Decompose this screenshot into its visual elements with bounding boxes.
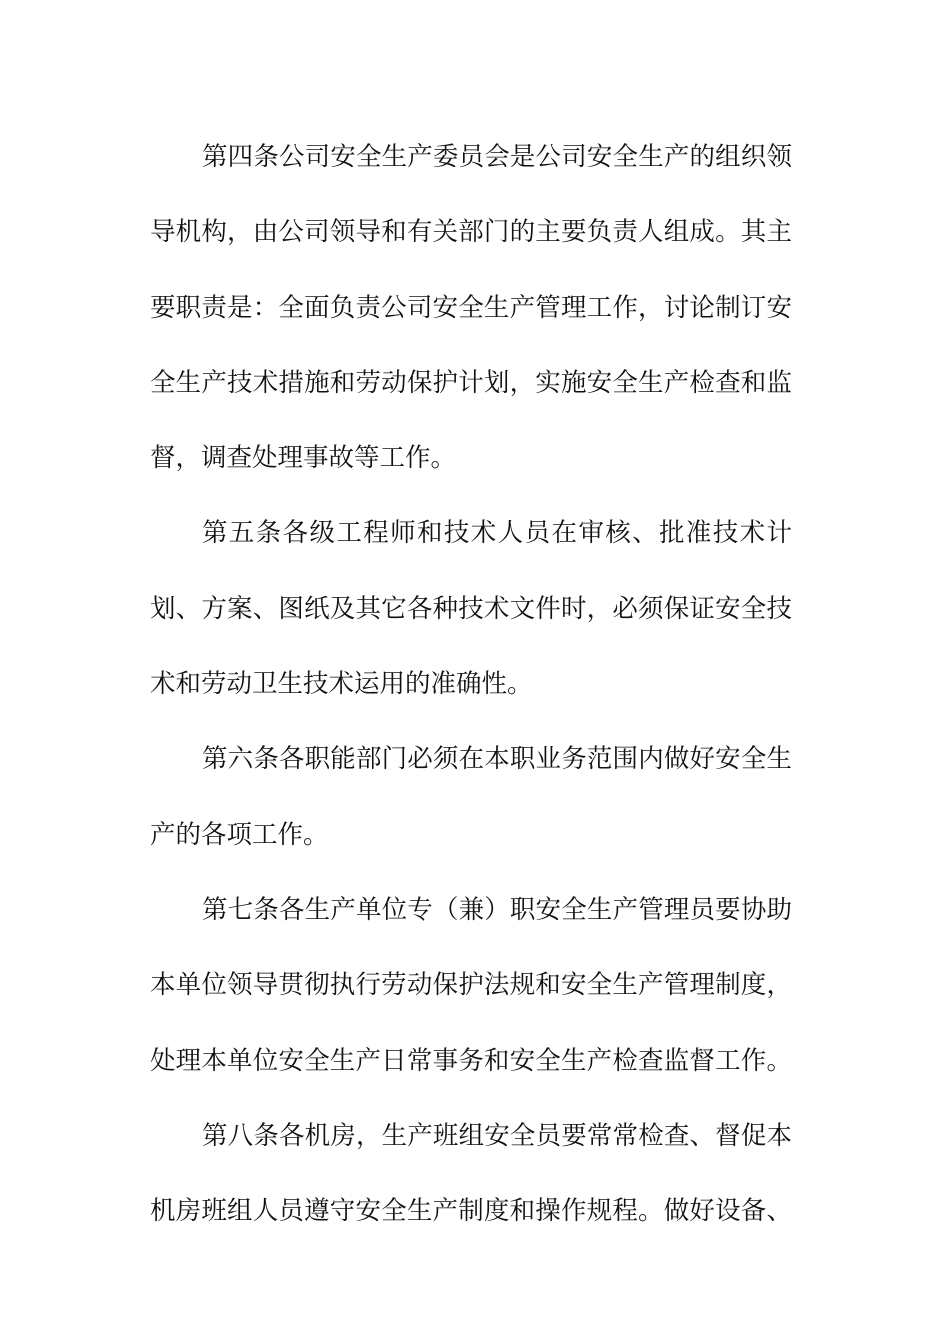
article-4-line-4: 全生产技术措施和劳动保护计划，实施安全生产检查和监 — [150, 367, 792, 398]
article-6-line-1: 第六条各职能部门必须在本职业务范围内做好安全生 — [202, 744, 792, 775]
article-7-line-2: 本单位领导贯彻执行劳动保护法规和安全生产管理制度， — [150, 970, 792, 1001]
article-4-line-1: 第四条公司安全生产委员会是公司安全生产的组织领 — [202, 142, 792, 172]
article-4-line-5: 督，调查处理事故等工作。 — [150, 443, 457, 474]
article-8-line-1: 第八条各机房，生产班组安全员要常常检查、督促本 — [202, 1120, 792, 1151]
document-body — [150, 120, 792, 1249]
article-4-line-2: 导机构，由公司领导和有关部门的主要负责人组成。其主 — [150, 217, 792, 248]
article-6-line-2: 产的各项工作。 — [150, 819, 329, 850]
article-7-line-1: 第七条各生产单位专（兼）职安全生产管理员要协助 — [202, 894, 792, 925]
article-5-line-1: 第五条各级工程师和技术人员在审核、批准技术计 — [202, 518, 792, 549]
article-5-line-2: 划、方案、图纸及其它各种技术文件时，必须保证安全技 — [150, 593, 792, 624]
article-4-line-3: 要职责是：全面负责公司安全生产管理工作，讨论制订安 — [150, 292, 792, 323]
article-7-line-3: 处理本单位安全生产日常事务和安全生产检查监督工作。 — [150, 1045, 792, 1076]
article-8-line-2: 机房班组人员遵守安全生产制度和操作规程。做好设备、 — [150, 1196, 792, 1227]
article-5-line-3: 术和劳动卫生技术运用的准确性。 — [150, 669, 533, 700]
